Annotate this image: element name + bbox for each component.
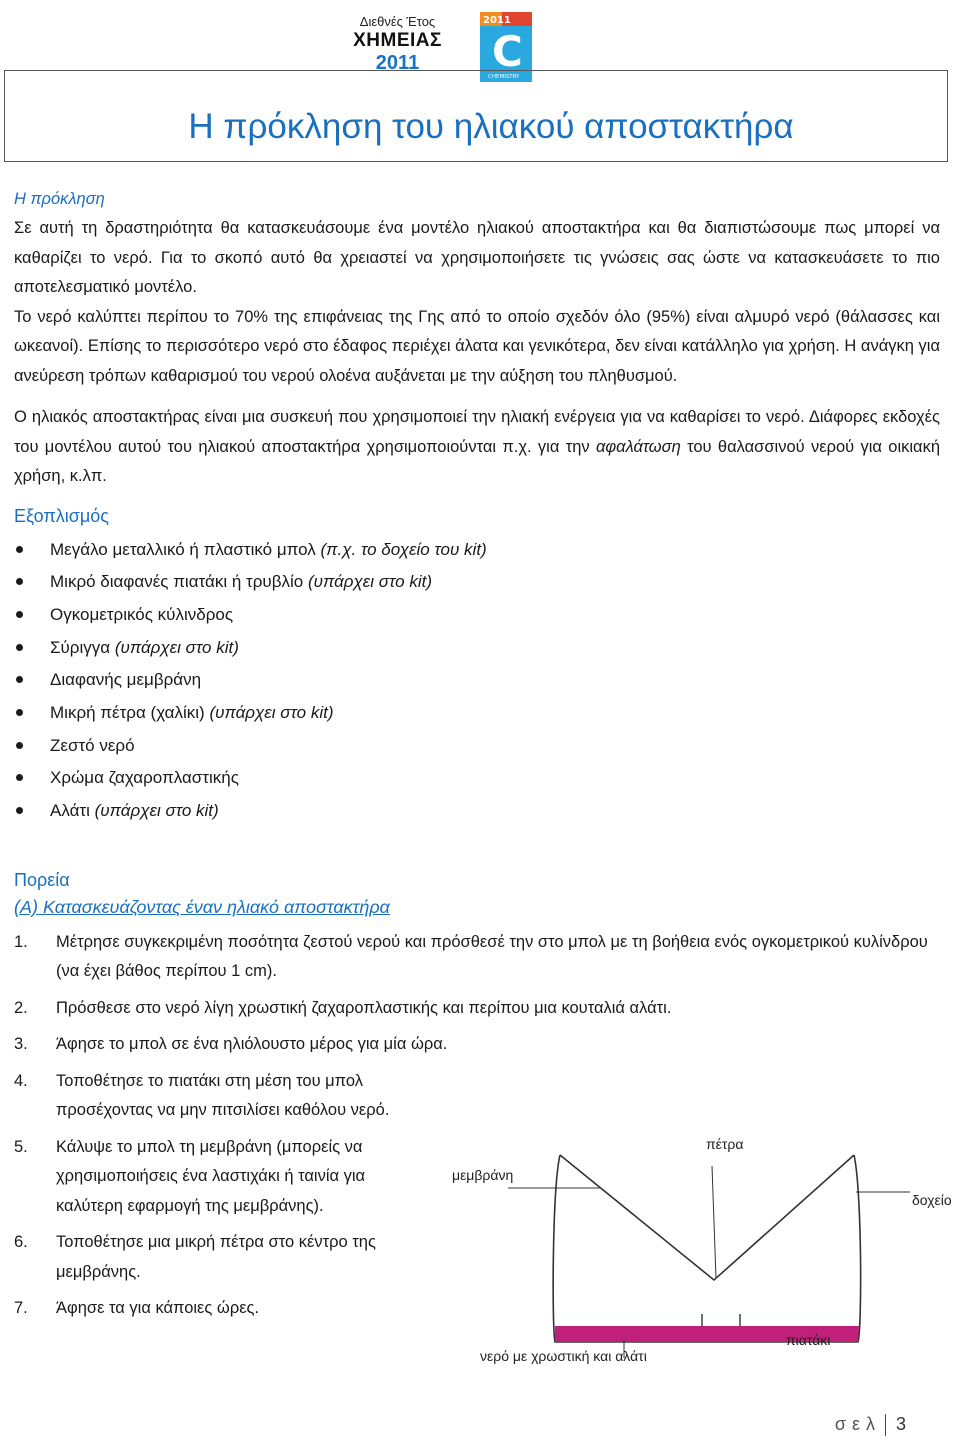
p3-before: Ο ηλιακός αποστακτήρας είναι μια συσκευή που χρησιμοποιεί την ηλιακή ενέργεια για να καθαρίσει το νερό. Διάφορες εκδοχές του μοντέλου αυτού του ηλιακού αποστακτήρα χρησιμοποιούνται π.χ. για την xyxy=(14,408,940,456)
equipment-heading: Εξοπλισμός xyxy=(14,505,109,526)
solar-still-diagram xyxy=(440,1130,960,1370)
membrane-line xyxy=(560,1155,854,1280)
step-item: 7. Άφησε τα για κάποιες ώρες. xyxy=(14,1299,260,1318)
list-item: Ογκομετρικός κύλινδρος xyxy=(14,599,940,632)
logo-text xyxy=(340,14,455,74)
page-label: σελ xyxy=(834,1414,881,1434)
challenge-paragraph-1: Σε αυτή τη δραστηριότητα θα κατασκευάσουμε ένα μοντέλο ηλιακού αποστακτήρα και θα διαπιστώσουμε πως μπορεί να καθαρίζει το νερό. Για το σκοπό αυτό θα χρειαστεί να χρησιμοποιήσετε τις γνώσεις σας ώστε να κατασκευάσετε το πιο αποτελεσματικό μοντέλο. xyxy=(14,219,940,296)
list-item: Σύριγγα (υπάρχει στο kit) xyxy=(14,632,940,665)
label-dish: πιατάκι xyxy=(786,1332,831,1348)
step-item: 4. Τοποθέτησε το πιατάκι στη μέση του μπολ προσέχοντας να μην πιτσιλίσει καθόλου νερό. xyxy=(14,1071,390,1120)
title-box xyxy=(4,70,948,162)
equipment-list xyxy=(14,534,940,828)
container-outline xyxy=(553,1155,860,1342)
bullet-icon xyxy=(16,644,23,651)
bullet-icon xyxy=(16,676,23,683)
badge-letter: C xyxy=(492,27,523,76)
page-number: 3 xyxy=(895,1414,906,1434)
step-item: 6. Τοποθέτησε μια μικρή πέτρα στο κέντρο της μεμβράνης. xyxy=(14,1233,376,1281)
dish-shape xyxy=(702,1314,740,1326)
step-item: 1. Μέτρησε συγκεκριμένη ποσότητα ζεστού νερού και πρόσθεσέ την στο μπολ με τη βοήθεια ενός ογκομετρικού κυλίνδρου (να έχει βάθος περίπου 1 cm). xyxy=(14,932,928,981)
bullet-icon xyxy=(16,774,23,781)
challenge-paragraph-3 xyxy=(14,403,940,492)
label-membrane: μεμβράνη xyxy=(452,1167,514,1183)
bullet-icon xyxy=(16,578,23,585)
list-item: Αλάτι (υπάρχει στο kit) xyxy=(14,795,940,828)
bullet-icon xyxy=(16,611,23,618)
label-water: νερό με χρωστική και αλάτι xyxy=(480,1348,647,1364)
p3-italic: αφαλάτωση xyxy=(595,437,681,456)
step-item: 2. Πρόσθεσε στο νερό λίγη χρωστική ζαχαροπλαστικής και περίπου μια κουταλιά αλάτι. xyxy=(14,998,672,1017)
bullet-icon xyxy=(16,546,23,553)
logo-line2: ΧΗΜΕΙΑΣ xyxy=(353,30,442,51)
bullet-icon xyxy=(16,742,23,749)
list-item: Μεγάλο μεταλλικό ή πλαστικό μπολ (π.χ. το δοχείο του kit) xyxy=(14,534,940,567)
logo-line3: 2011 xyxy=(375,52,420,74)
challenge-paragraph-2: Το νερό καλύπτει περίπου το 70% της επιφάνειας της Γης από το οποίο σχεδόν όλο (95%) είναι αλμυρό νερό (θάλασσες και ωκεανοί). Επίσης το περισσότερο νερό στο έδαφος περιέχει άλατα και γενικότερα, δεν είναι κατάλληλο για χρήση. Η ανάγκη για ανεύρεση τρόπων καθαρισμού του νερού ολοένα αυξάνεται με την αύξηση του πληθυσμού. xyxy=(14,307,940,385)
challenge-heading: Η πρόκληση xyxy=(14,190,105,208)
procedure-heading: Πορεία xyxy=(14,869,70,890)
page-title: Η πρόκληση του ηλιακού αποστακτήρα xyxy=(188,107,794,146)
page-footer xyxy=(835,1414,906,1436)
footer-separator xyxy=(885,1414,886,1436)
step-item: 3. Άφησε το μπολ σε ένα ηλιόλουστο μέρος για μία ώρα. xyxy=(14,1035,448,1054)
badge-year: 2011 xyxy=(483,15,511,26)
stone-leader xyxy=(712,1166,716,1278)
list-item: Διαφανής μεμβράνη xyxy=(14,664,940,697)
label-container: δοχείο xyxy=(912,1192,952,1208)
list-item: Μικρό διαφανές πιατάκι ή τρυβλίο (υπάρχει στο kit) xyxy=(14,566,940,599)
bullet-icon xyxy=(16,709,23,716)
list-item: Μικρή πέτρα (χαλίκι) (υπάρχει στο kit) xyxy=(14,697,940,730)
bullet-icon xyxy=(16,807,23,814)
list-item: Ζεστό νερό xyxy=(14,730,940,763)
diagram-drawing xyxy=(440,1130,960,1370)
p3-after: του θαλασσινού νερού για οικιακή χρήση, κ.λπ. xyxy=(14,437,940,485)
procedure-subheading: (Α) Κατασκευάζοντας έναν ηλιακό αποστακτήρα xyxy=(14,896,390,917)
list-item: Χρώμα ζαχαροπλαστικής xyxy=(14,762,940,795)
badge-word: CHEMISTRY xyxy=(488,74,520,80)
step-item: 5. Κάλυψε το μπολ τη μεμβράνη (μπορείς να χρησιμοποιήσεις ένα λαστιχάκι ή ταινία για καλύτερη εφαρμογή της μεμβράνης). xyxy=(14,1137,366,1215)
logo-line1: Διεθνές Έτος xyxy=(359,14,436,29)
label-stone: πέτρα xyxy=(706,1136,744,1152)
